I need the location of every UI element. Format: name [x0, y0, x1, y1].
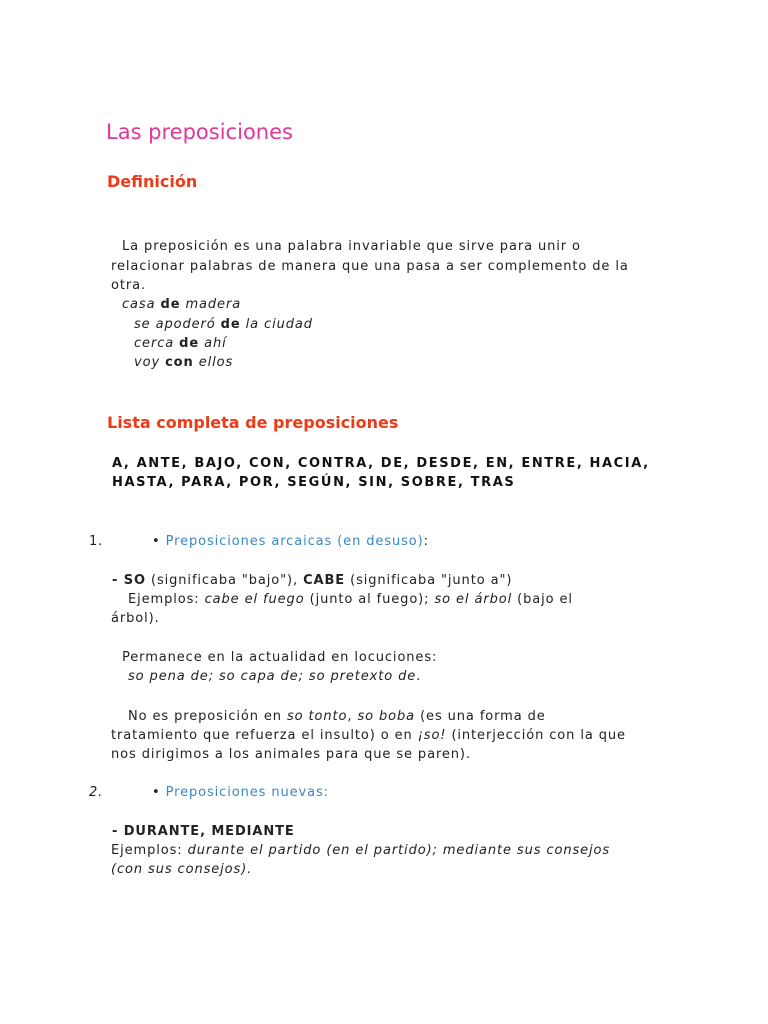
nuevas-ejemplos: Ejemplos: durante el partido (en el partido); mediante sus consejos [111, 843, 611, 858]
permanece-text: Permanece en la actualidad en locuciones: [122, 650, 438, 665]
bullet-icon: • [152, 534, 161, 549]
list-number-2: 2. [89, 785, 104, 800]
definicion-line-1: La preposición es una palabra invariable que sirve para unir o [122, 239, 581, 254]
arcaicas-ejemplos: Ejemplos: cabe el fuego (junto al fuego); so el árbol (bajo el [128, 592, 573, 607]
definicion-heading: Definición [107, 172, 198, 191]
arcaicas-words: - SO (significaba "bajo"), CABE (significaba "junto a") [112, 573, 513, 588]
example-line: voy con ellos [134, 355, 234, 370]
example-line: casa de madera [122, 297, 242, 312]
nota-line-2: tratamiento que refuerza el insulto) o en ¡so! (interjección con la que [111, 728, 626, 743]
nuevas-link[interactable]: Preposiciones nuevas: [165, 785, 329, 800]
definicion-line-2: relacionar palabras de manera que una pasa a ser complemento de la [111, 259, 629, 274]
bullet-icon: • [152, 785, 161, 800]
nuevas-item [152, 783, 329, 803]
nuevas-ejemplos-cont: (con sus consejos). [111, 862, 253, 877]
nuevas-words: - DURANTE, MEDIANTE [112, 824, 295, 839]
arcaicas-item: • Preposiciones arcaicas (en desuso): [152, 534, 429, 549]
lista-line-2: HASTA, PARA, POR, SEGÚN, SIN, SOBRE, TRAS [112, 475, 516, 490]
nota-line-1: No es preposición en so tonto, so boba (es una forma de [128, 709, 546, 724]
nota-line-3: nos dirigimos a los animales para que se paren). [111, 747, 471, 762]
locuciones-text: so pena de; so capa de; so pretexto de. [128, 669, 422, 684]
example-line: cerca de ahí [134, 336, 227, 351]
page-title: Las preposiciones [106, 120, 293, 144]
lista-heading: Lista completa de preposiciones [107, 413, 399, 432]
arcaicas-ejemplos-cont: árbol). [111, 611, 160, 626]
lista-line-1: A, ANTE, BAJO, CON, CONTRA, DE, DESDE, EN, ENTRE, HACIA, [112, 456, 650, 471]
arcaicas-link[interactable]: Preposiciones arcaicas (en desuso) [165, 534, 424, 549]
definicion-line-3: otra. [111, 278, 146, 293]
list-number-1: 1. [89, 534, 104, 549]
example-line: se apoderó de la ciudad [134, 317, 313, 332]
